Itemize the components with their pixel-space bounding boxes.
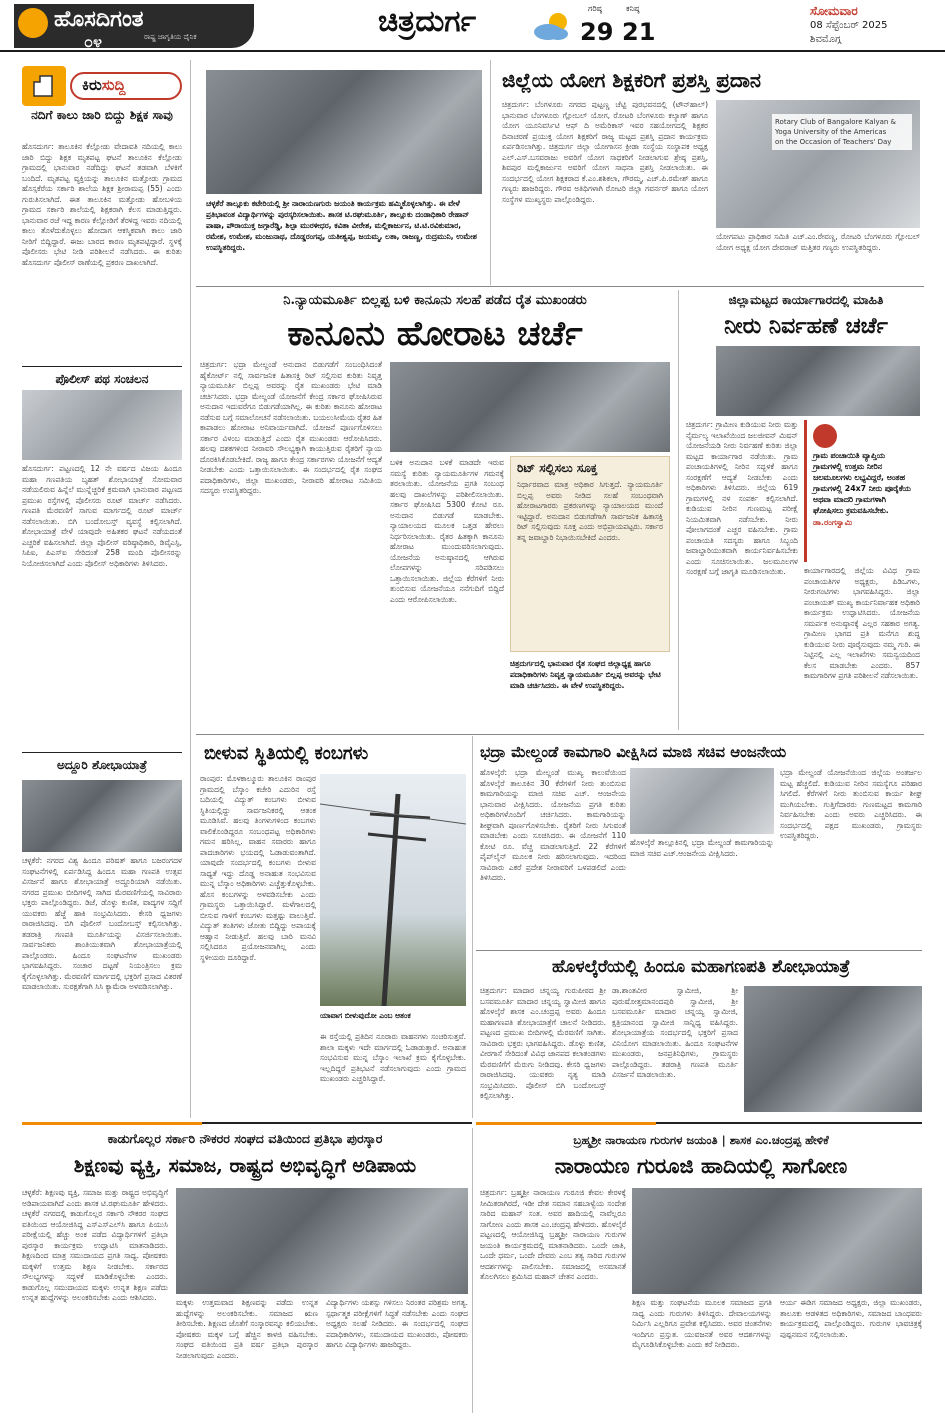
yoga-body: ಚಿತ್ರದುರ್ಗ: ಬೆಂಗಳೂರು ನಗರದ ಪುಟ್ಟಣ್ಣ ಚೆಟ್ಟಿ ಪುರಭವನದಲ್ಲಿ (ಟೌನ್‌ಹಾಲ್) ಭಾನುವಾರ ಬೆಂಗಳೂರು ಗ್ಲೋಬಲ್ ಯೋಗ, ರೋಟರಿ ಬೆಂಗಳೂರು ಕಲ್ಯಾಣ್ ಹಾಗೂ ಯೋಗ ಯೂನಿವರ್ಸಿಟಿ ಆಫ್ ದಿ ಅಮೆರಿಕಾಸ್ ಇವರ ಸಹಯೋಗದಲ್ಲಿ ಶಿಕ್ಷಕರ ದಿನಾಚರಣೆ ಪ್ರಯುಕ್ತ ಯೋಗ ಶಿಕ್ಷಕರಿಗೆ ರಾಜ್ಯ ಮಟ್ಟದ ಪ್ರಶಸ್ತಿ ಪ್ರದಾನ ಕಾರ್ಯಕ್ರಮ ಏರ್ಪಡಿಸಲಾಗಿತ್ತು. ಚಿತ್ರದುರ್ಗ ಜಿಲ್ಲಾ ಯೋಗಾಸನ ಕ್ರೀಡಾ ಸಂಸ್ಥೆಯ ಸಂಸ್ಥಾಪಕ ಅಧ್ಯಕ್ಷ ಎಲ್.ಎಸ್.ಬಸವರಾಜು ಅವರಿಗೆ ಯೋಗ ಸಾಧಕರಿಗೆ ನೀಡಲಾಗುವ ಶ್ರೇಷ್ಠ ಪ್ರಶಸ್ತಿ, ಶಿವಪುರ ಮಲ್ಲಿಕಾರ್ಜುನ ಅವರಿಗೆ ಯೋಗ ಸಾಧನಾ ಪ್ರಶಸ್ತಿ ನೀಡಲಾಯಿತು. ಈ ಸಂದರ್ಭದಲ್ಲಿ ಯೋಗ ಶಿಕ್ಷಕರಾದ ಕೆ.ಎಂ.ಶಶಿಕಲಾ, ಗೌರಮ್ಮ, ಎಚ್.ಪಿ.ರಮೇಶ್ ಹಾಗೂ ಗಣ್ಯರು ಹಾಜರಿದ್ದರು. ಗೌರವ ಅತಿಥಿಗಳಾಗಿ ರೋಟರಿ ಜಿಲ್ಲಾ ಗವರ್ನರ್ ಹಾಗೂ ಯೋಗ ಸಂಸ್ಥೆಗಳ ಮುಖ್ಯಸ್ಥರು ಪಾಲ್ಗೊಂಡಿದ್ದರು.	[502, 100, 708, 204]
temp-min-label: ಕನಿಷ್ಠ	[626, 4, 640, 13]
narayana-body-2: ಶಿಕ್ಷಣ ಮತ್ತು ಸಂಘಟನೆಯ ಮೂಲಕ ಸಮಾಜದ ಪ್ರಗತಿ ಸಾಧ್ಯ ಎಂದು ಗುರುಗಳು ತಿಳಿಸಿದ್ದರು. ದೇವಾಲಯಗಳನ್ನು ನಿರ್ಮಿಸಿ ಎಲ್ಲರಿಗೂ ಪ್ರವೇಶ ಕಲ್ಪಿಸಿದರು. ಅವರ ಚಿಂತನೆಗಳು ಇಂದಿಗೂ ಪ್ರಸ್ತುತ. ಯುವಜನತೆ ಅವರ ಆದರ್ಶಗಳನ್ನು ಮೈಗೂಡಿಸಿಕೊಳ್ಳಬೇಕು ಎಂದು ಕರೆ ನೀಡಿದರು.	[632, 1298, 772, 1349]
procession-photo	[22, 780, 182, 852]
poles-headline: ಬೀಳುವ ಸ್ಥಿತಿಯಲ್ಲಿ ಕಂಬಗಳು	[204, 743, 369, 764]
column-divider	[190, 60, 191, 1118]
narayana-body-3: ಆರ್ಯ ಈಡಿಗ ಸಮಾಜದ ಅಧ್ಯಕ್ಷರು, ಜಿಲ್ಲಾ ಮುಖಂಡರು, ತಾಲೂಕು ಆಡಳಿತದ ಅಧಿಕಾರಿಗಳು, ಸಮಾಜದ ಬಾಂಧವರು ಕಾರ್ಯಕ್ರಮದಲ್ಲಿ ಪಾಲ್ಗೊಂಡಿದ್ದರು. ಗುರುಗಳ ಭಾವಚಿತ್ರಕ್ಕೆ ಪುಷ್ಪನಮನ ಸಲ್ಲಿಸಲಾಯಿತು.	[780, 1298, 922, 1339]
felicitation-caption: ಚಳ್ಳಕೆರೆ ತಾಲ್ಲೂಕು ಕಟೇರಿಯಲ್ಲಿ ಶ್ರೀ ನಾರಾಯಣಗುರು ಜಯಂತಿ ಕಾರ್ಯಕ್ರಮ ಹಮ್ಮಿಕೊಳ್ಳಲಾಗಿತ್ತು. ಈ ವೇಳೆ ಪ್ರತಿಭಾವಂತ ವಿದ್ಯಾರ್ಥಿಗಳನ್ನು ಪುರಸ್ಕರಿಸಲಾಯಿತು. ಶಾಸಕ ಟಿ.ರಘುಮೂರ್ತಿ, ತಾಲ್ಲೂಕು ದಂಡಾಧಿಕಾರಿ ರೇಹಾನ್ ಪಾಷಾ, ಪೌರಾಯುಕ್ತ ಜಗ್ಗಾರೆಡ್ಡಿ, ಶಿಲ್ಪಾ ಮುರಳೀಧರ, ಕವಿತಾ ವೀರೇಶ, ಮಲ್ಲಿಕಾರ್ಜುನ, ಟಿ.ಟಿ.ರವಿಕುಮಾರ, ರಮೇಶ, ಉಮೇಶ, ಮಂಜುನಾಥ, ದೊಡ್ಡರಂಗಪ್ಪ, ಯತೀಶ್ವಪ್ಪ, ಜಯಮ್ಮ, ಲತಾ, ರಾಜಣ್ಣ, ರುದ್ರಮುನಿ, ಉಮೇಶ ಉಪಸ್ಥಿತರಿದ್ದರು.	[206, 199, 477, 252]
page-number: ೦೪	[84, 32, 102, 51]
weekday: ಸೋಮವಾರ	[810, 4, 858, 18]
kadugolla-photo	[176, 1188, 468, 1294]
kadugolla-body: ಚಳ್ಳಕೆರೆ: ಶಿಕ್ಷಣವು ವ್ಯಕ್ತಿ, ಸಮಾಜ ಮತ್ತು ರಾಷ್ಟ್ರದ ಅಭಿವೃದ್ಧಿಗೆ ಅಡಿಪಾಯವಾಗಿದೆ ಎಂದು ಶಾಸಕ ಟಿ.ರಘುಮೂರ್ತಿ ಹೇಳಿದರು. ಚಳ್ಳಕೆರೆ ನಗರದಲ್ಲಿ ಕಾಡುಗೊಲ್ಲರ ಸರ್ಕಾರಿ ನೌಕರರ ಸಂಘದ ವತಿಯಿಂದ ಆಯೋಜಿಸಿದ್ದ ಎಸ್‌ಎಸ್‌ಎಲ್‌ಸಿ ಹಾಗೂ ಪಿಯುಸಿ ಪರೀಕ್ಷೆಯಲ್ಲಿ ಹೆಚ್ಚು ಅಂಕ ಪಡೆದ ವಿದ್ಯಾರ್ಥಿಗಳಿಗೆ ಪ್ರತಿಭಾ ಪುರಸ್ಕಾರ ಕಾರ್ಯಕ್ರಮ ಉದ್ಘಾಟಿಸಿ ಮಾತನಾಡಿದರು. ಶಿಕ್ಷಣದಿಂದ ಮಾತ್ರ ಸಮುದಾಯದ ಪ್ರಗತಿ ಸಾಧ್ಯ. ಪೋಷಕರು ಮಕ್ಕಳಿಗೆ ಉತ್ತಮ ಶಿಕ್ಷಣ ನೀಡಬೇಕು. ಸರ್ಕಾರದ ಸೌಲಭ್ಯಗಳನ್ನು ಸದ್ಬಳಕೆ ಮಾಡಿಕೊಳ್ಳಬೇಕು ಎಂದರು. ಕಾಡುಗೊಲ್ಲ ಸಮುದಾಯದ ಮಕ್ಕಳು ಉನ್ನತ ಶಿಕ್ಷಣ ಪಡೆದು ಉನ್ನತ ಹುದ್ದೆಗಳನ್ನು ಅಲಂಕರಿಸಬೇಕು ಎಂದು ಆಶಿಸಿದರು.	[22, 1188, 168, 1302]
suddi-label: ಸುದ್ದಿ	[101, 76, 126, 94]
hand-icon	[22, 66, 66, 106]
kadugolla-headline: ಶಿಕ್ಷಣವು ವ್ಯಕ್ತಿ, ಸಮಾಜ, ರಾಷ್ಟ್ರದ ಅಭಿವೃದ್ಧಿಗೆ ಅಡಿಪಾಯ	[73, 1155, 417, 1177]
poles-caption: ಯಾವಾಗ ಬೀಳುವುದೋ ಎಂಬ ಆತಂಕ	[320, 1011, 411, 1020]
police-march-photo	[22, 390, 182, 460]
law-meeting-photo	[390, 362, 670, 452]
city-title: ಚಿತ್ರದುರ್ಗ	[378, 4, 477, 39]
brief3-body: ಚಳ್ಳಕೆರೆ: ನಗರದ ವಿಶ್ವ ಹಿಂದೂ ಪರಿಷತ್ ಹಾಗೂ ಬಜರಂಗದಳ ಸಂಘಟನೆಗಳಲ್ಲಿ ಏರ್ಪಡಿಸಿದ್ದ ಹಿಂದೂ ಮಹಾ ಗಣಪತಿ ಉತ್ಸವ ವಿಸರ್ಜನೆ ಹಾಗೂ ಶೋಭಾಯಾತ್ರೆ ಅದ್ದೂರಿಯಾಗಿ ನಡೆಯಿತು. ನಗರದ ಪ್ರಮುಖ ಬೀದಿಗಳಲ್ಲಿ ಸಾಗಿದ ಮೆರವಣಿಗೆಯಲ್ಲಿ ಸಾವಿರಾರು ಭಕ್ತರು ಪಾಲ್ಗೊಂಡಿದ್ದರು. ಡಿಜೆ, ಡೊಳ್ಳು ಕುಣಿತ, ವಾದ್ಯಗಳ ಸದ್ದಿಗೆ ಯುವಕರು ಹೆಜ್ಜೆ ಹಾಕಿ ಸಂಭ್ರಮಿಸಿದರು. ಕೇಸರಿ ಧ್ವಜಗಳು ರಾರಾಜಿಸಿದವು. ಬಿಗಿ ಪೊಲೀಸ್ ಬಂದೋಬಸ್ತ್ ಕಲ್ಪಿಸಲಾಗಿತ್ತು. ತಡರಾತ್ರಿ ಗಣಪತಿ ಮೂರ್ತಿಯನ್ನು ವಿಸರ್ಜಿಸಲಾಯಿತು. ಸಾರ್ವಜನಿಕರು ಶಾಂತಿಯುತವಾಗಿ ಶೋಭಾಯಾತ್ರೆಯಲ್ಲಿ ಪಾಲ್ಗೊಂಡರು. ಹಿಂದೂ ಸಂಘಟನೆಗಳ ಮುಖಂಡರು ಭಾಗವಹಿಸಿದ್ದರು. ಸಂಚಾರ ದಟ್ಟಣೆ ನಿಯಂತ್ರಿಸಲು ಕ್ರಮ ಕೈಗೊಳ್ಳಲಾಗಿತ್ತು. ಮೆರವಣಿಗೆ ಮಾರ್ಗದಲ್ಲಿ ಭಕ್ತರಿಗೆ ಪ್ರಸಾದ ವಿತರಣೆ ಮಾಡಲಾಯಿತು. ಸುರಕ್ಷತೆಗಾಗಿ ಸಿಸಿ ಕ್ಯಾಮೆರಾ ಅಳವಡಿಸಲಾಗಿತ್ತು.	[22, 856, 182, 991]
temp-min: 21	[622, 18, 656, 46]
water-body: ಚಿತ್ರದುರ್ಗ: ಗ್ರಾಮೀಣ ಕುಡಿಯುವ ನೀರು ಮತ್ತು ನೈರ್ಮಲ್ಯ ಇಲಾಖೆಯಿಂದ ಜಲಜೀವನ್ ಮಿಷನ್ ಯೋಜನೆಯಡಿ ನೀರು ನಿರ್ವಹಣೆ ಕುರಿತು ಜಿಲ್ಲಾ ಮಟ್ಟದ ಕಾರ್ಯಾಗಾರ ನಡೆಯಿತು. ಗ್ರಾಮ ಪಂಚಾಯತಿಗಳಲ್ಲಿ ನೀರಿನ ಸದ್ಬಳಕೆ ಹಾಗೂ ಸಂರಕ್ಷಣೆಗೆ ಆದ್ಯತೆ ನೀಡಬೇಕು ಎಂದು ಅಧಿಕಾರಿಗಳು ತಿಳಿಸಿದರು. ಜಿಲ್ಲೆಯ 619 ಗ್ರಾಮಗಳಲ್ಲಿ ನಳ ಸಂಪರ್ಕ ಕಲ್ಪಿಸಲಾಗಿದೆ. ಕುಡಿಯುವ ನೀರಿನ ಗುಣಮಟ್ಟ ಪರೀಕ್ಷೆ ನಿಯಮಿತವಾಗಿ ನಡೆಸಬೇಕು. ನೀರು ಪೋಲಾಗದಂತೆ ಎಚ್ಚರ ವಹಿಸಬೇಕು. ಗ್ರಾಮ ಪಂಚಾಯತಿ ಸದಸ್ಯರು ಹಾಗೂ ಸಿಬ್ಬಂದಿ ಜವಾಬ್ದಾರಿಯುತವಾಗಿ ಕಾರ್ಯನಿರ್ವಹಿಸಬೇಕು ಎಂದು ಸೂಚಿಸಲಾಯಿತು. ಜಲಮೂಲಗಳ ಸಂರಕ್ಷಣೆ ಬಗ್ಗೆ ಜಾಗೃತಿ ಮೂಡಿಸಲಾಯಿತು.	[686, 420, 798, 576]
logo-text: ಹೊಸದಿಗಂತ	[54, 6, 144, 32]
column-divider	[490, 60, 491, 285]
newspaper-logo	[14, 4, 254, 51]
narayana-kicker: ಬ್ರಹ್ಮಶ್ರೀ ನಾರಾಯಣ ಗುರುಗಳ ಜಯಂತಿ | ಶಾಸಕ ಎಂ.ಚಂದ್ರಪ್ಪ ಹೇಳಿಕೆ	[573, 1133, 829, 1147]
temp-max: 29	[580, 18, 614, 46]
bhadra-photo	[630, 768, 774, 834]
section-accent	[476, 1122, 656, 1125]
water-body-2: ಕಾರ್ಯಾಗಾರದಲ್ಲಿ ಜಿಲ್ಲೆಯ ವಿವಿಧ ಗ್ರಾಮ ಪಂಚಾಯತಿಗಳ ಅಧ್ಯಕ್ಷರು, ಪಿಡಿಒಗಳು, ನೀರುಗಂಟಿಗಳು ಭಾಗವಹಿಸಿದ್ದರು. ಜಿಲ್ಲಾ ಪಂಚಾಯತ್ ಮುಖ್ಯ ಕಾರ್ಯನಿರ್ವಾಹಕ ಅಧಿಕಾರಿ ಕಾರ್ಯಕ್ರಮ ಉದ್ಘಾಟಿಸಿದರು. ಯೋಜನೆಯ ಸಮರ್ಪಕ ಅನುಷ್ಠಾನಕ್ಕೆ ಎಲ್ಲರ ಸಹಕಾರ ಅಗತ್ಯ. ಗ್ರಾಮೀಣ ಭಾಗದ ಪ್ರತಿ ಮನೆಗೂ ಶುದ್ಧ ಕುಡಿಯುವ ನೀರು ಪೂರೈಸುವುದು ನಮ್ಮ ಗುರಿ. ಈ ನಿಟ್ಟಿನಲ್ಲಿ ಎಲ್ಲ ಇಲಾಖೆಗಳು ಸಮನ್ವಯದಿಂದ ಕೆಲಸ ಮಾಡಬೇಕು ಎಂದರು. 857 ಕಾಮಗಾರಿಗಳ ಪ್ರಗತಿ ಪರಿಶೀಲನೆ ನಡೆಸಲಾಯಿತು.	[804, 566, 920, 680]
kiru-suddi-header	[22, 66, 182, 106]
water-kicker: ಜಿಲ್ಲಾಮಟ್ಟದ ಕಾರ್ಯಾಗಾರದಲ್ಲಿ ಮಾಹಿತಿ	[728, 293, 884, 307]
column-divider	[472, 1128, 473, 1413]
law-body-a: ಚಿತ್ರದುರ್ಗ: ಭದ್ರಾ ಮೇಲ್ದಂಡೆ ಅನುದಾನ ಬಿಡುಗಡೆಗೆ ಸಂಬಂಧಿಸಿದಂತೆ ಹೈಕೋರ್ಟ್ ನಲ್ಲಿ ಸಾರ್ವಜನಿಕ ಹಿತಾಸಕ್ತಿ ರಿಟ್ ಸಲ್ಲಿಸುವ ಕುರಿತು ನಿವೃತ್ತ ನ್ಯಾಯಮೂರ್ತಿ ಬಿಲ್ಲಪ್ಪ ಅವರನ್ನು ರೈತ ಮುಖಂಡರು ಭೇಟಿ ಮಾಡಿ ಚರ್ಚಿಸಿದರು. ಭದ್ರಾ ಮೇಲ್ದಂಡೆ ಯೋಜನೆಗೆ ಕೇಂದ್ರ ಸರ್ಕಾರ ಘೋಷಿಸಿರುವ ಅನುದಾನ ಇದುವರೆಗೂ ಬಿಡುಗಡೆಯಾಗಿಲ್ಲ. ಈ ಕುರಿತು ಕಾನೂನು ಹೋರಾಟ ನಡೆಸುವ ಬಗ್ಗೆ ಸಮಾಲೋಚನೆ ನಡೆಸಲಾಯಿತು. ಬಯಲುಸೀಮೆಯ ರೈತರ ಹಿತ ಕಾಪಾಡಲು ಹೋರಾಟ ಅನಿವಾರ್ಯವಾಗಿದೆ. ಯೋಜನೆ ಪೂರ್ಣಗೊಳಿಸಲು ಸರ್ಕಾರ ವಿಳಂಬ ಮಾಡುತ್ತಿದೆ ಎಂದು ರೈತ ಮುಖಂಡರು ಆರೋಪಿಸಿದರು. ಹಲವು ದಶಕಗಳಿಂದ ನೀರಾವರಿ ಸೌಲಭ್ಯಕ್ಕಾಗಿ ಕಾಯುತ್ತಿರುವ ರೈತರಿಗೆ ನ್ಯಾಯ ದೊರಕಿಸಿಕೊಡಬೇಕಿದೆ. ರಾಜ್ಯ ಹಾಗೂ ಕೇಂದ್ರ ಸರ್ಕಾರಗಳು ಯೋಜನೆಗೆ ಆದ್ಯತೆ ನೀಡಬೇಕು ಎಂದು ಒತ್ತಾಯಿಸಲಾಯಿತು. ಈ ಸಂದರ್ಭದಲ್ಲಿ ರೈತ ಸಂಘದ ಪದಾಧಿಕಾರಿಗಳು, ಜಿಲ್ಲಾ ಮುಖಂಡರು, ನೀರಾವರಿ ಹೋರಾಟ ಸಮಿತಿಯ ಸದಸ್ಯರು ಉಪಸ್ಥಿತರಿದ್ದರು.	[200, 360, 382, 495]
column-divider	[678, 290, 679, 730]
quote-author: ಡಾ.ರಂಗಸ್ವಾಮಿ	[813, 518, 853, 527]
column-divider	[472, 736, 473, 1118]
masthead	[0, 0, 945, 52]
yoga-banner	[772, 114, 912, 150]
law-kicker: ನಿ.ನ್ಯಾಯಮೂರ್ತಿ ಬಿಲ್ಲಪ್ಪ ಬಳಿ ಕಾನೂನು ಸಲಹೆ ಪಡೆದ ರೈತ ಮುಖಂಡರು	[283, 293, 587, 308]
quote-icon	[813, 424, 837, 448]
law-caption: ಚಿತ್ರದುರ್ಗದಲ್ಲಿ ಭಾನುವಾರ ರೈತ ಸಂಘದ ಜಿಲ್ಲಾಧ್ಯಕ್ಷ ಹಾಗೂ ಪದಾಧಿಕಾರಿಗಳು ನಿವೃತ್ತ ನ್ಯಾಯಮೂರ್ತಿ ಬಿಲ್ಲಪ್ಪ ಅವರನ್ನು ಭೇಟಿ ಮಾಡಿ ಚರ್ಚಿಸಿದರು. ಈ ವೇಳೆ ಉಪಸ್ಥಿತರಿದ್ದರು.	[510, 659, 661, 690]
brief1-body: ಹೊಸದುರ್ಗ: ತಾಲೂಕಿನ ಕೆಲ್ಲೋಡು ವೇದಾವತಿ ನದಿಯಲ್ಲಿ ಕಾಲು ಜಾರಿ ಬಿದ್ದು ಶಿಕ್ಷಕ ಮೃತಪಟ್ಟ ಘಟನೆ ತಾಲೂಕಿನ ಕೆಲ್ಲೋಡು ಗ್ರಾಮದಲ್ಲಿ ಭಾನುವಾರ ನಡೆದಿದ್ದು ಘಟನೆ ತಡವಾಗಿ ಬೆಳಕಿಗೆ ಬಂದಿದೆ. ಮೃತಪಟ್ಟ ವ್ಯಕ್ತಿಯನ್ನು ತಾಲೂಕಿನ ಮತ್ತೋಡು ಗ್ರಾಮದ ಹೊಸ್ಸಕೆರೆಯ ಸರ್ಕಾರಿ ಶಾಲೆಯ ಶಿಕ್ಷಕ ಶ್ರೀರಾಮಪ್ಪ (55) ಎಂದು ಗುರುತಿಸಲಾಗಿದೆ. ಈತ ತಾಲೂಕಿನ ಮತ್ತೋಡು ಹೋಬಳಿಯ ಗ್ರಾಮದ ಸರ್ಕಾರಿ ಶಾಲೆಯಲ್ಲಿ ಶಿಕ್ಷಕರಾಗಿ ಕೆಲಸ ಮಾಡುತ್ತಿದ್ದರು. ಭಾನುವಾರ ರಜೆ ಇದ್ದ ಕಾರಣ ಕೆಲ್ಲೋಡಿಗೆ ತೆರಳಿದ್ದ ಇವರು ನದಿಯಲ್ಲಿ ಕಾಲು ತೊಳೆದುಕೊಳ್ಳಲು ಹೋದಾಗ ಆಕಸ್ಮಿಕವಾಗಿ ಕಾಲು ಜಾರಿ ನೀರಿಗೆ ಬಿದ್ದಿದ್ದಾರೆ. ಈಜು ಬಾರದ ಕಾರಣ ಮೃತಪಟ್ಟಿದ್ದಾರೆ. ಸ್ಥಳಕ್ಕೆ ಪೊಲೀಸರು ಭೇಟಿ ನೀಡಿ ಪರಿಶೀಲನೆ ನಡೆಸಿದರು. ಈ ಕುರಿತು ಹೊಸದುರ್ಗ ಪೊಲೀಸ್ ಠಾಣೆಯಲ್ಲಿ ಪ್ರಕರಣ ದಾಖಲಾಗಿದೆ.	[22, 142, 182, 267]
bhadra-caption: ಹೊಳಲ್ಕೆರೆ ತಾಲ್ಲೂಕಿನಲ್ಲಿ ಭದ್ರಾ ಮೇಲ್ದಂಡೆ ಕಾಮಗಾರಿಯನ್ನು ಮಾಜಿ ಸಚಿವ ಎಚ್.ಆಂಜನೇಯ ವೀಕ್ಷಿಸಿದರು.	[630, 838, 774, 858]
yoga-award-photo	[716, 100, 920, 228]
section-accent	[22, 1122, 202, 1125]
narayana-body: ಚಿತ್ರದುರ್ಗ: ಬ್ರಹ್ಮಶ್ರೀ ನಾರಾಯಣ ಗುರೂಜಿ ಕೇವಲ ಕೇರಳಕ್ಕೆ ಸೀಮಿತರಾಗಿರದೆ, ಇಡೀ ದೇಶ ಸಮಾನ ಸಹಬಾಳ್ವೆಯ ಸಂದೇಶ ಸಾರಿದ ಮಹಾನ್ ಸಂತ. ಅವರ ಹಾದಿಯಲ್ಲಿ ನಾವೆಲ್ಲರೂ ಸಾಗೋಣ ಎಂದು ಶಾಸಕ ಎಂ.ಚಂದ್ರಪ್ಪ ಹೇಳಿದರು. ಹೊಳಲ್ಕೆರೆ ಪಟ್ಟಣದಲ್ಲಿ ಆಯೋಜಿಸಿದ್ದ ಬ್ರಹ್ಮಶ್ರೀ ನಾರಾಯಣ ಗುರುಗಳ ಜಯಂತಿ ಕಾರ್ಯಕ್ರಮದಲ್ಲಿ ಮಾತನಾಡಿದರು. ಒಂದೇ ಜಾತಿ, ಒಂದೇ ಧರ್ಮ, ಒಂದೇ ದೇವರು ಎಂಬ ತತ್ವ ಸಾರಿದ ಗುರುಗಳ ಆದರ್ಶಗಳನ್ನು ಪಾಲಿಸಬೇಕು. ಸಮಾಜದಲ್ಲಿ ಅಸಮಾನತೆ ತೊಲಗಿಸಲು ಶ್ರಮಿಸಿದ ಮಹಾನ್ ಚೇತನ ಎಂದರು.	[480, 1188, 626, 1281]
narayana-headline: ನಾರಾಯಣ ಗುರೂಜಿ ಹಾದಿಯಲ್ಲಿ ಸಾಗೋಣ	[554, 1153, 848, 1178]
edition: ಶಿವಮೊಗ್ಗ	[810, 34, 842, 45]
quote-text: ಗ್ರಾಮ ಪಂಚಾಯಿತಿ ವ್ಯಾಪ್ತಿಯ ಗ್ರಾಮಗಳಲ್ಲಿ ಉತ್ತಮ ನೀರಿನ ಜಲಮೂಲಗಳು ಲಭ್ಯವಿದ್ದರೆ, ಅಂತಹ ಗ್ರಾಮಗಳಲ್ಲಿ 24x7 ನೀರು ಪೂರೈಕೆಯ ಅಥವಾ ಮಾದರಿ ಗ್ರಾಮಗಳಾಗಿ ಘೋಷಿಸಲು ಕ್ರಮವಹಿಸಬೇಕು.	[813, 451, 911, 515]
yoga-caption: ಯೋಗಪಟು ಪ್ರಾಧಿಕಾರ ಸಮಿತಿ ಎಚ್.ಎಂ.ರೇವಣ್ಣ, ರೋಟರಿ ಬೆಂಗಳೂರು ಗ್ಲೋಬಲ್ ಯೋಗ ಅಧ್ಯಕ್ಷ ಯೋಗ ದೇವರಾಜ್ ಮತ್ತಿತರ ಗಣ್ಯರು ಉಪಸ್ಥಿತರಿದ್ದರು.	[716, 232, 920, 252]
poles-body-2: ಈ ರಸ್ತೆಯಲ್ಲಿ ಪ್ರತಿದಿನ ನೂರಾರು ವಾಹನಗಳು ಸಂಚರಿಸುತ್ತವೆ. ಶಾಲಾ ಮಕ್ಕಳು ಇದೇ ಮಾರ್ಗದಲ್ಲಿ ಓಡಾಡುತ್ತಾರೆ. ಅನಾಹುತ ಸಂಭವಿಸುವ ಮುನ್ನ ಬೆಸ್ಕಾಂ ಇಲಾಖೆ ಕ್ರಮ ಕೈಗೊಳ್ಳಬೇಕು. ಇಲ್ಲದಿದ್ದರೆ ಪ್ರತಿಭಟನೆ ನಡೆಸಲಾಗುವುದು ಎಂದು ಗ್ರಾಮದ ಮುಖಂಡರು ಎಚ್ಚರಿಸಿದ್ದಾರೆ.	[320, 1032, 466, 1083]
water-headline: ನೀರು ನಿರ್ವಹಣೆ ಚರ್ಚೆ	[724, 313, 888, 339]
writ-box-title: ರಿಟ್ ಸಲ್ಲಿಸಲು ಸೂಕ್ತ	[517, 461, 598, 475]
banner-line-3: on the Occasion of Teachers' Day	[775, 138, 892, 146]
bhadra-headline: ಭದ್ರಾ ಮೇಲ್ದಂಡೆ ಕಾಮಗಾರಿ ವೀಕ್ಷಿಸಿದ ಮಾಜಿ ಸಚಿವ ಆಂಜನೇಯ	[480, 743, 787, 761]
ganapati-body: ಚಿತ್ರದುರ್ಗ: ಮಾದಾರ ಚನ್ನಯ್ಯ ಗುರುಪೀಠದ ಶ್ರೀ ಬಸವಮೂರ್ತಿ ಮಾದಾರ ಚನ್ನಯ್ಯ ಸ್ವಾಮೀಜಿ ಹಾಗೂ ಹೊಳಲ್ಕೆರೆ ಶಾಸಕ ಎಂ.ಚಂದ್ರಪ್ಪ ಅವರು ಹಿಂದೂ ಮಹಾಗಣಪತಿ ಶೋಭಾಯಾತ್ರೆಗೆ ಚಾಲನೆ ನೀಡಿದರು. ಪಟ್ಟಣದ ಪ್ರಮುಖ ಬೀದಿಗಳಲ್ಲಿ ಮೆರವಣಿಗೆ ಸಾಗಿತು. ಸಾವಿರಾರು ಭಕ್ತರು ಭಾಗವಹಿಸಿದ್ದರು. ಡೊಳ್ಳು ಕುಣಿತ, ವೀರಗಾಸೆ ಸೇರಿದಂತೆ ವಿವಿಧ ಜಾನಪದ ಕಲಾತಂಡಗಳು ಮೆರವಣಿಗೆಗೆ ಮೆರುಗು ನೀಡಿದವು. ಕೇಸರಿ ಧ್ವಜಗಳು ರಾರಾಜಿಸಿದವು. ಯುವಕರು ನೃತ್ಯ ಮಾಡಿ ಸಂಭ್ರಮಿಸಿದರು. ಪೊಲೀಸ್ ಬಿಗಿ ಬಂದೋಬಸ್ತ್ ಕಲ್ಪಿಸಲಾಗಿತ್ತು.	[480, 986, 606, 1100]
bhadra-body: ಹೊಳಲ್ಕೆರೆ: ಭದ್ರಾ ಮೇಲ್ದಂಡೆ ಮುಖ್ಯ ಕಾಲುವೆಯಿಂದ ಹೊಳಲ್ಕೆರೆ ತಾಲೂಕಿನ 30 ಕೆರೆಗಳಿಗೆ ನೀರು ತುಂಬಿಸುವ ಕಾಮಗಾರಿಯನ್ನು ಮಾಜಿ ಸಚಿವ ಎಚ್. ಆಂಜನೇಯ ಭಾನುವಾರ ವೀಕ್ಷಿಸಿದರು. ಯೋಜನೆಯ ಪ್ರಗತಿ ಕುರಿತು ಅಧಿಕಾರಿಗಳೊಂದಿಗೆ ಚರ್ಚಿಸಿದರು. ಕಾಮಗಾರಿಯನ್ನು ಶೀಘ್ರವಾಗಿ ಪೂರ್ಣಗೊಳಿಸಬೇಕು. ರೈತರಿಗೆ ನೀರು ಸಿಗುವಂತೆ ಮಾಡಬೇಕು ಎಂದು ಸೂಚಿಸಿದರು. ಈ ಯೋಜನೆಗೆ 110 ಕೋಟಿ ರೂ. ವೆಚ್ಚ ಮಾಡಲಾಗುತ್ತಿದೆ. 22 ಕೆರೆಗಳಿಗೆ ಪೈಪ್‌ಲೈನ್ ಮೂಲಕ ನೀರು ಹರಿಸಲಾಗುವುದು. ಇದರಿಂದ ಸಾವಿರಾರು ಎಕರೆ ಪ್ರದೇಶ ನೀರಾವರಿಗೆ ಒಳಪಡಲಿದೆ ಎಂದು ತಿಳಿಸಿದರು.	[480, 768, 626, 882]
banner-line-1: Rotary Club of Bangalore Kalyan &	[775, 118, 897, 126]
ganapati-body-2: ಡಾ.ಶಾಂತವೀರ ಸ್ವಾಮೀಜಿ, ಶ್ರೀ ಪುರುಷೋತ್ತಮಾನಂದಪುರಿ ಸ್ವಾಮೀಜಿ, ಶ್ರೀ ಬಸವಮೂರ್ತಿ ಮಾದಾರ ಚನ್ನಯ್ಯ ಸ್ವಾಮೀಜಿ, ಕ್ಷತ್ರಿಯಾನಂದ ಸ್ವಾಮೀಜಿ ಸಾನ್ನಿಧ್ಯ ವಹಿಸಿದ್ದರು. ಶೋಭಾಯಾತ್ರೆಯ ಸಂದರ್ಭದಲ್ಲಿ ಭಕ್ತರಿಗೆ ಪ್ರಸಾದ ವಿನಿಯೋಗ ಮಾಡಲಾಯಿತು. ಹಿಂದೂ ಸಂಘಟನೆಗಳ ಮುಖಂಡರು, ಜನಪ್ರತಿನಿಧಿಗಳು, ಗ್ರಾಮಸ್ಥರು ಪಾಲ್ಗೊಂಡಿದ್ದರು. ತಡರಾತ್ರಿ ಗಣಪತಿ ಮೂರ್ತಿ ವಿಸರ್ಜನೆ ಮಾಡಲಾಯಿತು.	[612, 986, 738, 1079]
brief2-body: ಹೊಸದುರ್ಗ: ಪಟ್ಟಣದಲ್ಲಿ 12 ನೇ ವರ್ಷದ ವಿಜಯ ಹಿಂದೂ ಮಹಾ ಗಣಪತಿಯ ಬೃಹತ್ ಶೋಭಾಯಾತ್ರೆ ಸೋಮವಾರ ನಡೆಯಲಿರುವ ಹಿನ್ನೆಲೆ ಮುನ್ನೆಚ್ಚರಿಕೆ ಕ್ರಮವಾಗಿ ಭಾನುವಾರ ಪಟ್ಟಣದ ಪ್ರಮುಖ ರಸ್ತೆಗಳಲ್ಲಿ ಪೊಲೀಸರು ರೂಟ್ ಮಾರ್ಚ್ ನಡೆಸಿದರು. ಗಣಪತಿ ಮೆರವಣಿಗೆ ಸಾಗುವ ಮಾರ್ಗದಲ್ಲಿ ರೂಟ್ ಮಾರ್ಚ್ ನಡೆಸಲಾಯಿತು. ಬಿಗಿ ಬಂದೋಬಸ್ತ್ ವ್ಯವಸ್ಥೆ ಕಲ್ಪಿಸಲಾಗಿದೆ. ಶೋಭಾಯಾತ್ರೆ ವೇಳೆ ಯಾವುದೇ ಅಹಿತಕರ ಘಟನೆ ನಡೆಯದಂತೆ ಎಚ್ಚರಿಕೆ ವಹಿಸಲಾಗಿದೆ. ಜಿಲ್ಲಾ ಪೊಲೀಸ್ ವರಿಷ್ಠಾಧಿಕಾರಿ, ಡಿವೈಎಸ್ಪಿ, ಸಿಪಿಐ, ಪಿಎಸ್ಐ ಸೇರಿದಂತೆ 258 ಮಂದಿ ಪೊಲೀಸರನ್ನು ನಿಯೋಜಿಸಲಾಗಿದೆ ಎಂದು ಪೊಲೀಸ್ ಅಧಿಕಾರಿಗಳು ತಿಳಿಸಿದರು.	[22, 464, 182, 568]
yoga-headline: ಜಿಲ್ಲೆಯ ಯೋಗ ಶಿಕ್ಷಕರಿಗೆ ಪ್ರಶಸ್ತಿ ಪ್ರದಾನ	[502, 68, 762, 92]
felicitation-photo	[206, 70, 482, 194]
electric-pole-photo	[320, 774, 466, 1006]
kadugolla-body-3: ವಿದ್ಯಾರ್ಥಿಗಳು ಯಶಸ್ಸು ಗಳಿಸಲು ನಿರಂತರ ಪರಿಶ್ರಮ ಅಗತ್ಯ. ಸ್ಪರ್ಧಾತ್ಮಕ ಪರೀಕ್ಷೆಗಳಿಗೆ ಸಿದ್ಧತೆ ನಡೆಸಬೇಕು ಎಂದು ಸಂಘದ ಅಧ್ಯಕ್ಷರು ಸಲಹೆ ನೀಡಿದರು. ಈ ಸಂದರ್ಭದಲ್ಲಿ ಸಂಘದ ಪದಾಧಿಕಾರಿಗಳು, ಸಮುದಾಯದ ಮುಖಂಡರು, ಪೋಷಕರು ಹಾಗೂ ವಿದ್ಯಾರ್ಥಿಗಳು ಹಾಜರಿದ್ದರು.	[326, 1298, 468, 1349]
logo-tagline: ರಾಷ್ಟ್ರ ಜಾಗೃತಿಯ ದೈನಿಕ	[144, 33, 197, 41]
writ-box	[510, 456, 670, 652]
law-body-b: ಬಳಿಕ ಅನುದಾನ ಬಳಕೆ ಮಾಡದೇ ಇರುವ ಸಮಸ್ಯೆ ಕುರಿತು ನ್ಯಾಯಮೂರ್ತಿಗಳ ಗಮನಕ್ಕೆ ತರಲಾಯಿತು. ಯೋಜನೆಯ ಪ್ರಗತಿ ಸಂಬಂಧ ಹಲವು ದಾಖಲೆಗಳನ್ನು ಪರಿಶೀಲಿಸಲಾಯಿತು. ಸರ್ಕಾರ ಘೋಷಿಸಿದ 5300 ಕೋಟಿ ರೂ. ಅನುದಾನ ಬಿಡುಗಡೆ ಮಾಡಬೇಕು. ನ್ಯಾಯಾಲಯದ ಮೂಲಕ ಒತ್ತಡ ಹೇರಲು ನಿರ್ಧರಿಸಲಾಯಿತು. ರೈತರ ಹಿತಕ್ಕಾಗಿ ಕಾನೂನು ಹೋರಾಟ ಮುಂದುವರಿಸಲಾಗುವುದು. ಯೋಜನೆಯ ಅನುಷ್ಠಾನದಲ್ಲಿ ಆಗಿರುವ ಲೋಪಗಳನ್ನು ಸರಿಪಡಿಸಲು ಒತ್ತಾಯಿಸಲಾಯಿತು. ಜಿಲ್ಲೆಯ ಕೆರೆಗಳಿಗೆ ನೀರು ತುಂಬಿಸುವ ಯೋಜನೆಯೂ ನನೆಗುದಿಗೆ ಬಿದ್ದಿದೆ ಎಂದು ಆರೋಪಿಸಲಾಯಿತು.	[390, 458, 504, 604]
kadugolla-body-2: ಮಕ್ಕಳು ಉತ್ತಮವಾದ ಶಿಕ್ಷಣವನ್ನು ಪಡೆದು ಉನ್ನತ ಹುದ್ದೆಗಳನ್ನು ಅಲಂಕರಿಸಬೇಕು. ಸಮಾಜದ ಋಣ ತೀರಿಸಬೇಕು. ಶಿಕ್ಷಣದ ಜೊತೆಗೆ ಸಂಸ್ಕಾರವನ್ನೂ ಕಲಿಯಬೇಕು. ಪೋಷಕರು ಮಕ್ಕಳ ಬಗ್ಗೆ ಹೆಚ್ಚಿನ ಕಾಳಜಿ ವಹಿಸಬೇಕು. ಸಂಘದ ವತಿಯಿಂದ ಪ್ರತಿ ವರ್ಷ ಪ್ರತಿಭಾ ಪುರಸ್ಕಾರ ನೀಡಲಾಗುವುದು ಎಂದರು.	[176, 1298, 318, 1360]
writ-box-body: ನಿರ್ಧಾರವಾದ ಮಾತ್ರ ಅಧಿಕಾರ ಸಿಗುತ್ತದೆ. ನ್ಯಾಯಮೂರ್ತಿ ಬಿಲ್ಲಪ್ಪ ಅವರು ನೀಡಿದ ಸಲಹೆ ಸಂಬಂಧವಾಗಿ ಹೋರಾಟಗಾರರು ಪ್ರಕರಣಗಳನ್ನು ನ್ಯಾಯಾಲಯದ ಮುಂದೆ ಇಟ್ಟಿದ್ದಾರೆ. ಅನುದಾನ ಬಿಡುಗಡೆಗಾಗಿ ಸಾರ್ವಜನಿಕ ಹಿತಾಸಕ್ತಿ ರಿಟ್ ಸಲ್ಲಿಸುವುದು ಸೂಕ್ತ ಎಂದು ಅಭಿಪ್ರಾಯಪಟ್ಟರು. ಸರ್ಕಾರ ತನ್ನ ಜವಾಬ್ದಾರಿ ನಿಭಾಯಿಸಬೇಕಿದೆ ಎಂದರು.	[517, 480, 663, 542]
brief3-title: ಅದ್ದೂರಿ ಶೋಭಾಯಾತ್ರೆ	[57, 758, 147, 772]
bhadra-body-2: ಭದ್ರಾ ಮೇಲ್ದಂಡೆ ಯೋಜನೆಯಿಂದ ಜಿಲ್ಲೆಯ ಅಂತರ್ಜಲ ಮಟ್ಟ ಹೆಚ್ಚಲಿದೆ. ಕುಡಿಯುವ ನೀರಿನ ಸಮಸ್ಯೆಗೂ ಪರಿಹಾರ ಸಿಗಲಿದೆ. ಕೆರೆಗಳಿಗೆ ನೀರು ತುಂಬಿಸುವ ಕಾರ್ಯ ಶೀಘ್ರ ಮುಗಿಯಬೇಕು. ಗುತ್ತಿಗೆದಾರರು ಗುಣಮಟ್ಟದ ಕಾಮಗಾರಿ ನಿರ್ವಹಿಸಬೇಕು ಎಂದು ಅವರು ಎಚ್ಚರಿಸಿದರು. ಈ ಸಂದರ್ಭದಲ್ಲಿ ಪಕ್ಷದ ಮುಖಂಡರು, ಗ್ರಾಮಸ್ಥರು ಉಪಸ್ಥಿತರಿದ್ದರು.	[780, 768, 922, 840]
brief1-title: ನದಿಗೆ ಕಾಲು ಜಾರಿ ಬಿದ್ದು ಶಿಕ್ಷಕ ಸಾವು	[31, 108, 173, 122]
temp-max-label: ಗರಿಷ್ಠ	[588, 4, 602, 13]
electric-pole-icon	[320, 774, 466, 1006]
poles-body: ರಾಂಪುರ: ಮೊಳಕಾಲ್ಮೂರು ತಾಲೂಕಿನ ರಾಂಪುರ ಗ್ರಾಮದಲ್ಲಿ ಬೆಸ್ಕಾಂ ಕಚೇರಿ ಎದುರಿನ ರಸ್ತೆ ಬದಿಯಲ್ಲಿ ವಿದ್ಯುತ್ ಕಂಬಗಳು ಬೀಳುವ ಸ್ಥಿತಿಯಲ್ಲಿದ್ದು ಸಾರ್ವಜನಿಕರಲ್ಲಿ ಆತಂಕ ಮೂಡಿಸಿವೆ. ಹಲವು ತಿಂಗಳುಗಳಿಂದ ಕಂಬಗಳು ವಾಲಿಕೊಂಡಿದ್ದರೂ ಸಂಬಂಧಪಟ್ಟ ಅಧಿಕಾರಿಗಳು ಗಮನ ಹರಿಸಿಲ್ಲ. ವಾಹನ ಸವಾರರು ಹಾಗೂ ಪಾದಚಾರಿಗಳು ಭಯದಲ್ಲಿ ಓಡಾಡುವಂತಾಗಿದೆ. ಯಾವುದೇ ಸಂದರ್ಭದಲ್ಲಿ ಕಂಬಗಳು ಬೀಳುವ ಸಾಧ್ಯತೆ ಇದ್ದು ದೊಡ್ಡ ಅನಾಹುತ ಸಂಭವಿಸುವ ಮುನ್ನ ಬೆಸ್ಕಾಂ ಅಧಿಕಾರಿಗಳು ಎಚ್ಚೆತ್ತುಕೊಳ್ಳಬೇಕು. ಹೊಸ ಕಂಬಗಳನ್ನು ಅಳವಡಿಸಬೇಕು ಎಂದು ಗ್ರಾಮಸ್ಥರು ಒತ್ತಾಯಿಸಿದ್ದಾರೆ. ಮಳೆಗಾಲದಲ್ಲಿ ಬೀಸುವ ಗಾಳಿಗೆ ಕಂಬಗಳು ಮತ್ತಷ್ಟು ವಾಲುತ್ತಿವೆ. ವಿದ್ಯುತ್ ತಂತಿಗಳು ಜೋತು ಬಿದ್ದಿದ್ದು ಅಪಾಯಕ್ಕೆ ಆಹ್ವಾನ ನೀಡುತ್ತಿವೆ. ಹಲವು ಬಾರಿ ಮನವಿ ಸಲ್ಲಿಸಿದರೂ ಪ್ರಯೋಜನವಾಗಿಲ್ಲ ಎಂದು ಸ್ಥಳೀಯರು ದೂರಿದ್ದಾರೆ.	[200, 774, 316, 962]
water-quote	[804, 420, 920, 562]
logo-emblem-icon	[18, 8, 48, 38]
ganapati-headline: ಹೊಳಲ್ಕೆರೆಯಲ್ಲಿ ಹಿಂದೂ ಮಹಾಗಣಪತಿ ಶೋಭಾಯಾತ್ರೆ	[552, 957, 850, 977]
kiru-suddi-label	[70, 72, 182, 100]
law-headline: ಕಾನೂನು ಹೋರಾಟ ಚರ್ಚೆ	[287, 314, 583, 354]
kadugolla-kicker: ಕಾಡುಗೊಲ್ಲರ ಸರ್ಕಾರಿ ನೌಕರರ ಸಂಘದ ವತಿಯಿಂದ ಪ್ರತಿಭಾ ಪುರಸ್ಕಾರ	[107, 1131, 383, 1146]
narayana-photo	[632, 1188, 922, 1294]
brief2-title: ಪೊಲೀಸ್ ಪಥ ಸಂಚಲನ	[55, 372, 149, 386]
water-workshop-photo	[716, 346, 920, 416]
kiru-label: ಕಿರು	[82, 76, 102, 94]
ganapati-photo	[744, 986, 922, 1112]
date: 08 ಸೆಪ್ಟೆಂಬರ್ 2025	[810, 20, 888, 31]
partly-cloudy-icon	[530, 10, 574, 42]
banner-line-2: Yoga University of the Americas	[775, 128, 887, 136]
